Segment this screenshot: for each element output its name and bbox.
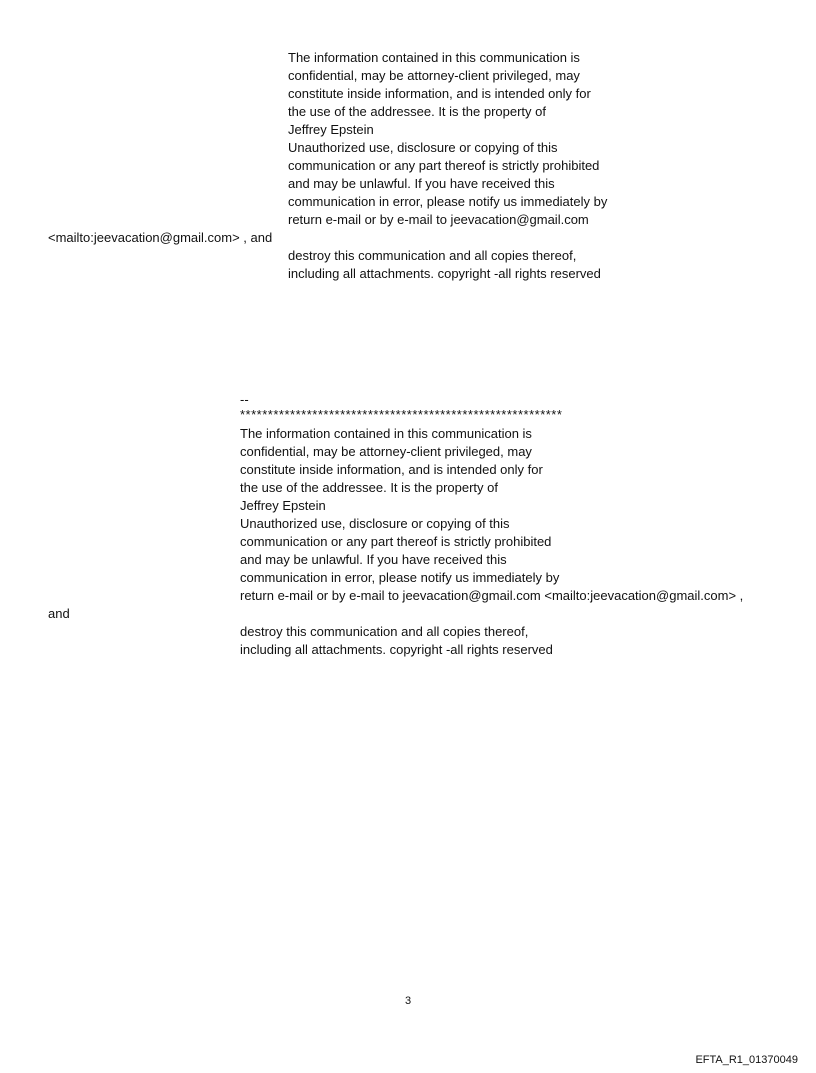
mailto-link[interactable]: <mailto:jeevacation@gmail.com> , and: [48, 230, 273, 245]
disclaimer-line: constitute inside information, and is intended only for: [240, 462, 543, 477]
disclaimer-line: destroy this communication and all copies thereof,: [288, 248, 577, 263]
disclaimer-line: communication in error, please notify us immediately by: [240, 570, 560, 585]
disclaimer-line: destroy this communication and all copies thereof,: [240, 624, 529, 639]
disclaimer-line: and may be unlawful. If you have received this: [240, 552, 507, 567]
disclaimer-line: the use of the addressee. It is the property of: [288, 104, 546, 119]
disclaimer-line: confidential, may be attorney-client privileged, may: [288, 68, 580, 83]
mailto-link[interactable]: return e-mail or by e-mail to jeevacation@gmail.com <mailto:jeevacation@gmail.com> ,: [240, 588, 744, 603]
page-number: 3: [404, 995, 412, 1007]
disclaimer-line: confidential, may be attorney-client privileged, may: [240, 444, 532, 459]
disclaimer-line: The information contained in this communication is: [240, 426, 532, 441]
separator: --: [240, 392, 249, 407]
disclaimer-line: Unauthorized use, disclosure or copying of this: [240, 516, 510, 531]
disclaimer-line: communication in error, please notify us immediately by: [288, 194, 608, 209]
disclaimer-line: communication or any part thereof is strictly prohibited: [240, 534, 552, 549]
document-id: EFTA_R1_01370049: [695, 1054, 798, 1066]
disclaimer-line: constitute inside information, and is intended only for: [288, 86, 591, 101]
disclaimer-line: Unauthorized use, disclosure or copying of this: [288, 140, 558, 155]
disclaimer-line: The information contained in this communication is: [288, 50, 580, 65]
disclaimer-line: Jeffrey Epstein: [288, 122, 374, 137]
disclaimer-line: return e-mail or by e-mail to jeevacation@gmail.com: [288, 212, 589, 227]
disclaimer-line: including all attachments. copyright -all rights reserved: [288, 266, 601, 281]
disclaimer-line: and may be unlawful. If you have received this: [288, 176, 555, 191]
disclaimer-line: and: [48, 606, 70, 621]
disclaimer-line: including all attachments. copyright -all rights reserved: [240, 642, 553, 657]
disclaimer-line: the use of the addressee. It is the property of: [240, 480, 498, 495]
disclaimer-line: communication or any part thereof is strictly prohibited: [288, 158, 600, 173]
disclaimer-line: Jeffrey Epstein: [240, 498, 326, 513]
asterisk-divider: **********************************************************: [240, 407, 563, 422]
